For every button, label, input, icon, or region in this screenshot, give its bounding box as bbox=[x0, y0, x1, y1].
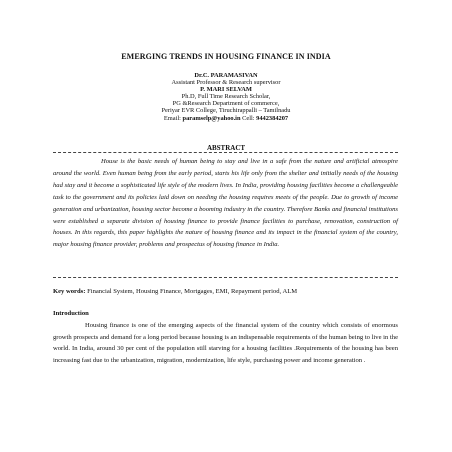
author1-role: Assistant Professor & Research supervisor bbox=[171, 79, 281, 87]
keywords-label: Key words: bbox=[53, 288, 86, 295]
paper-title: EMERGING TRENDS IN HOUSING FINANCE IN INDIA bbox=[121, 52, 331, 61]
author2-line2: PG &Research Department of commerce, bbox=[172, 100, 280, 108]
author2-line3: Periyar EVR College, Tiruchirappalli – Tamilnadu bbox=[161, 107, 291, 115]
keywords-text: Financial System, Housing Finance, Mortgages, EMI, Repayment period, ALM bbox=[85, 288, 298, 295]
cell-label: Cell: bbox=[240, 114, 257, 122]
cell-value: 9442384207 bbox=[256, 114, 289, 122]
introduction-body: Housing finance is one of the emerging aspects of the financial system of the country which consists of enormous growth prospects and demand for a long period because housing is an indispensable requirements of the human being to live in the world. In India, around 30 per cent of the population still starving for a housing facilities .Requirements of the housing has been increasing fast due to the urbanization, migration, modernization, life style, purchasing power and income generation . bbox=[53, 322, 398, 364]
email-label: Email: bbox=[163, 114, 183, 122]
abstract-bottom-divider bbox=[53, 277, 398, 278]
author-block bbox=[0, 72, 452, 122]
contact-line bbox=[0, 115, 452, 122]
abstract-text: House is the basic needs of human being to stay and live in a safe from the nature and artificial atmospire around the world. Even human being from the early period, starts his life only from the shelter and initially needs of the housing had stay and it become a sophisticated life style of the modern lives. In India, providing housing facilities become a challengeable task to the government and its policies laid down on needing the housing requires meets of the people. Due to growth of income generation and urbanization, housing sector become a booming industry in the country. Therefore Banks and financial institutions were established a separate division of housing finance to provide finance facilities to purchase, renovation, construction of houses. In this regards, this paper highlights the nature of housing finance and its impact in the financial system of the country, major housing finance provider, problems and prospectus of housing finance in India. bbox=[53, 158, 398, 249]
abstract-heading: ABSTRACT bbox=[206, 144, 246, 152]
author2-line1: Ph.D, Full Time Research Scholar, bbox=[181, 93, 271, 101]
email-value[interactable]: paramselp@yahoo.in bbox=[182, 114, 241, 122]
introduction-heading: Introduction bbox=[53, 310, 89, 317]
abstract-top-divider bbox=[53, 152, 398, 153]
author2-name: P. MARI SELVAM bbox=[200, 86, 252, 94]
author1-name: Dr.C. PARAMASIVAN bbox=[194, 72, 258, 79]
abstract-body bbox=[53, 156, 398, 251]
keywords-line bbox=[53, 288, 398, 296]
